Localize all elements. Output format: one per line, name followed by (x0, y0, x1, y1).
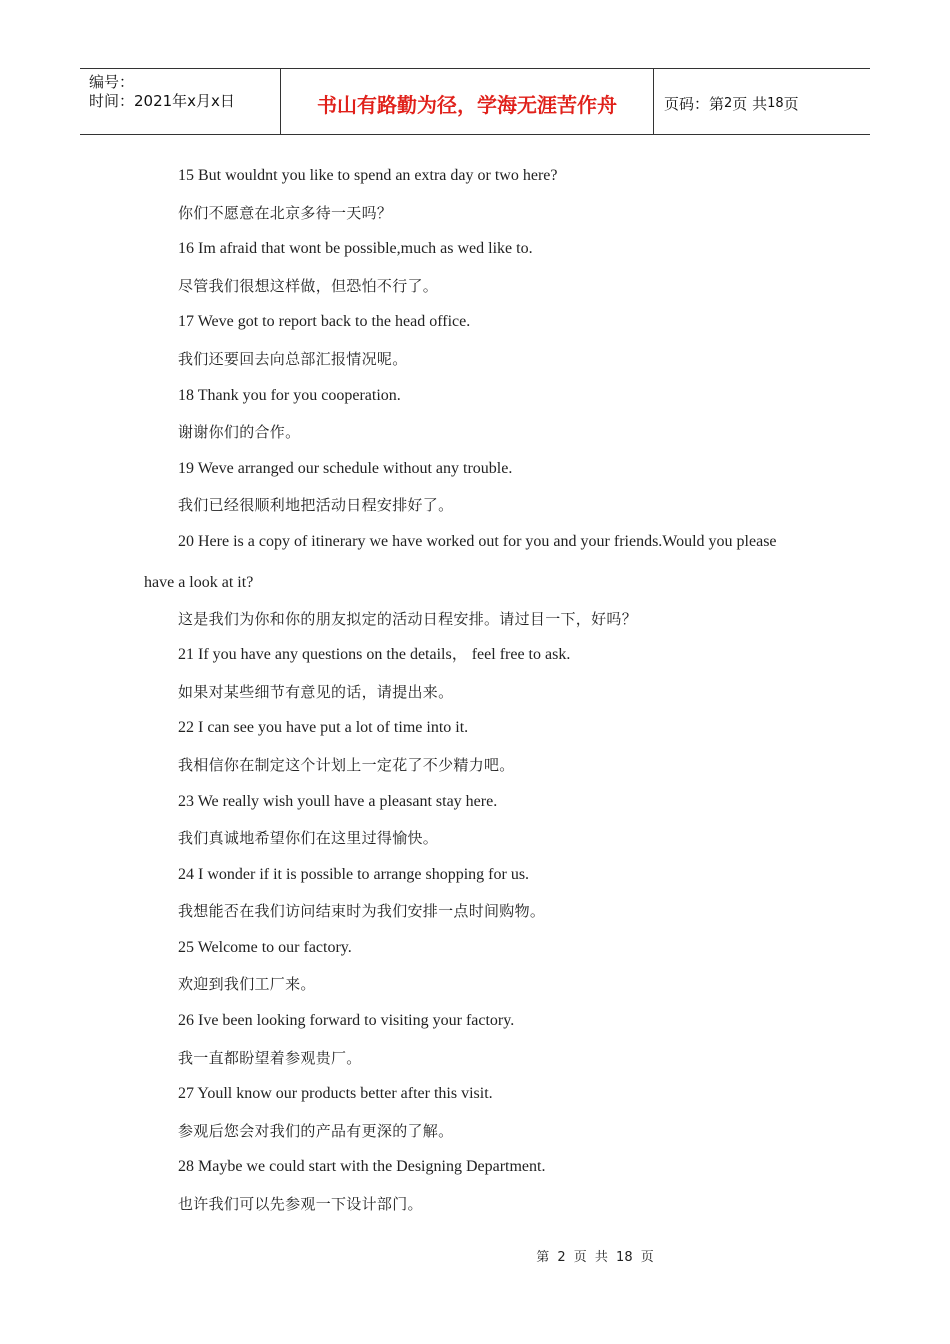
translation-line: 参观后您会对我们的产品有更深的了解。 (178, 1121, 454, 1140)
translation-line: 我们还要回去向总部汇报情况呢。 (178, 349, 408, 368)
translation-line: 我们真诚地希望你们在这里过得愉快。 (178, 829, 439, 848)
translation-line: 谢谢你们的合作。 (178, 423, 301, 442)
page-suffix: 页 (783, 95, 799, 113)
sentence-line: 19 Weve arranged our schedule without any trouble. (178, 459, 513, 477)
sentence-line: 26 Ive been looking forward to visiting your factory. (178, 1012, 515, 1030)
translation-line: 尽管我们很想这样做，但恐怕不行了。 (178, 276, 439, 295)
translation-line: 你们不愿意在北京多待一天吗？ (178, 203, 393, 222)
translation-line: 如果对某些细节有意见的话，请提出来。 (178, 682, 454, 701)
page-current: 2 (724, 96, 733, 111)
page-prefix: 页码：第 (664, 95, 725, 113)
sentence-line: 25 Welcome to our factory. (178, 938, 352, 956)
sentence-line: 27 Youll know our products better after this visit. (178, 1085, 493, 1103)
translation-line: 我一直都盼望着参观贵厂。 (178, 1048, 362, 1067)
header-page-number (654, 69, 870, 134)
translation-line: 我相信你在制定这个计划上一定花了不少精力吧。 (178, 755, 515, 774)
sentence-line: 22 I can see you have put a lot of time into it. (178, 719, 469, 737)
header-motto: 书山有路勤为径，学海无涯苦作舟 (281, 69, 654, 134)
translation-line: 我们已经很顺利地把活动日程安排好了。 (178, 496, 454, 515)
translation-line: 我想能否在我们访问结束时为我们安排一点时间购物。 (178, 902, 546, 921)
sentence-line: 16 Im afraid that wont be possible,much as wed like to. (178, 240, 533, 258)
sentence-line: 20 Here is a copy of itinerary we have worked out for you and your friends.Would you please (178, 532, 777, 550)
sentence-line: 21 If you have any questions on the details， feel free to ask. (178, 646, 571, 664)
sentence-line: 23 We really wish youll have a pleasant stay here. (178, 792, 498, 810)
page-mid: 页 共 (732, 95, 768, 113)
translation-line: 这是我们为你和你的朋友拟定的活动日程安排。请过目一下，好吗？ (178, 609, 638, 628)
sentence-line: 17 Weve got to report back to the head office. (178, 313, 471, 331)
document-number-label: 编号： (89, 73, 135, 91)
header-meta (80, 69, 281, 134)
sentence-line: 15 But wouldnt you like to spend an extra day or two here? (178, 167, 558, 184)
page-total: 18 (767, 96, 784, 111)
document-body (144, 158, 824, 1223)
page-footer: 第 2 页 共 18 页 (536, 1250, 654, 1265)
page-header (80, 68, 870, 135)
sentence-line: have a look at it? (144, 573, 254, 591)
sentence-line: 28 Maybe we could start with the Designing Department. (178, 1158, 546, 1176)
document-date: 时间：2021年x月x日 (89, 92, 235, 110)
translation-line: 欢迎到我们工厂来。 (178, 975, 316, 994)
translation-line: 也许我们可以先参观一下设计部门。 (178, 1195, 423, 1214)
sentence-line: 18 Thank you for you cooperation. (178, 386, 401, 404)
sentence-line: 24 I wonder if it is possible to arrange shopping for us. (178, 865, 530, 883)
